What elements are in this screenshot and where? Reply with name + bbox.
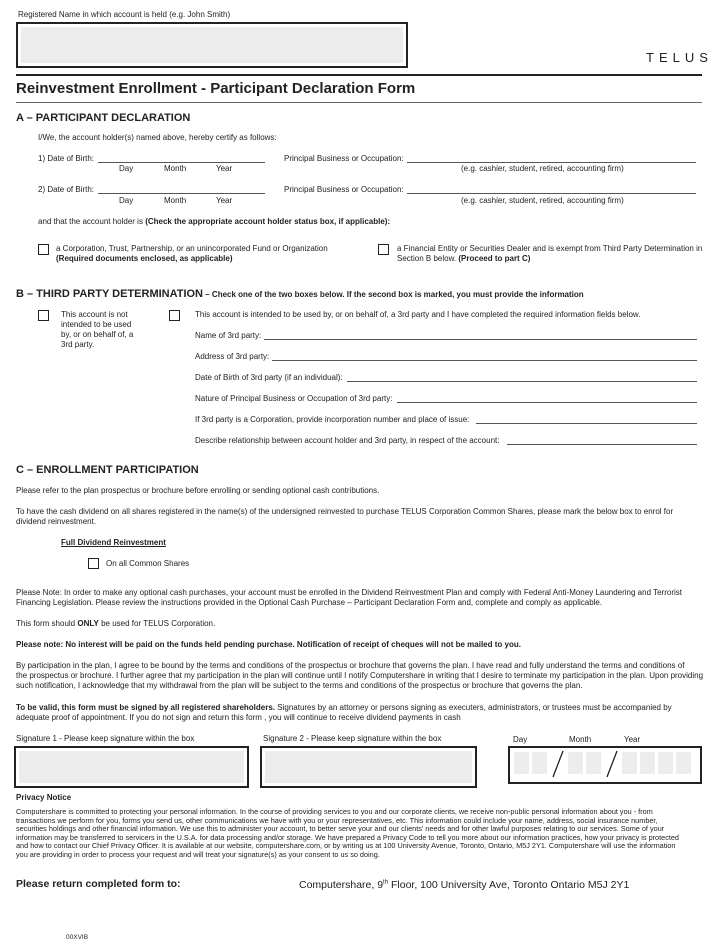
third-party-address-label: Address of 3rd party: — [195, 352, 270, 361]
third-party-occupation-label: Nature of Principal Business or Occupation of 3rd party: — [195, 394, 393, 403]
third-party-name-field[interactable] — [264, 339, 697, 340]
date-separator — [604, 750, 620, 778]
dob1-field[interactable] — [98, 162, 265, 163]
return-address: Computershare, 9th Floor, 100 University Ave, Toronto Ontario M5J 2Y1 — [299, 879, 630, 891]
dob1-year: Year — [216, 164, 233, 173]
third-party-occupation-field[interactable] — [397, 402, 697, 403]
dob2-year: Year — [216, 196, 233, 205]
prospectus-note: Please refer to the plan prospectus or brochure before enrolling or sending optional cash contributions. — [16, 486, 380, 495]
signature2-label: Signature 2 - Please keep signature within the box — [263, 734, 442, 743]
privacy-text: Computershare is committed to protecting your personal information. In the course of providing services to you and our corporate clients, we receive non-public personal information about you - from transactions we perform for you, forms you send us, other communications we have with you or your representatives, etc. This information could include your name, address, social insurance number, securities holdings and other financial information. We use this to administer your account, to better serve your and our clients' needs and for other lawful purposes relating to our services. Some of your information may be transferred to servicers in the U.S.A. for data processing and/or storage. We have prepared a Privacy Code to tell you more about our information practices, how your privacy is protected and how to contact our Chief Privacy Officer. It is available at our website, computershare.com, or by writing us at 100 University Avenue, Toronto, Ontario, M5J 2Y1. Computershare will use the information you are providing in order to process your request and will treat your signature(s) as your consent to us so doing. — [16, 807, 679, 859]
occupation1-label: Principal Business or Occupation: — [284, 154, 404, 163]
dob1-day: Day — [119, 164, 134, 173]
dob1-label: 1) Date of Birth: — [38, 154, 95, 163]
occupation2-label: Principal Business or Occupation: — [284, 185, 404, 194]
date-separator — [550, 750, 566, 778]
corporation-checkbox[interactable] — [38, 244, 49, 255]
aml-note: Please Note: In order to make any optional cash purchases, your account must be enrolled in the Dividend Reinvestment Plan and comply with Federal Anti-Money Laundering and Terrorist Financing Legislation. Please review the instructions provided in the Optional Cash Purchase – Participant Declaration Form and, complete and comply as applicable. — [16, 588, 682, 607]
participation-terms: By participation in the plan, I agree to be bound by the terms and conditions of the prospectus or brochure that governs the plan. I have read and fully understand the terms and conditions of the prospectus or brochure. I further agree that my participation in the plan will continue until I notify Computershare in writing that I desire to terminate my participation in the plan. Upon providing such notification, I acknowledge that my withdrawal from the plan will be subject to the terms and conditions of the prospectus or brochure that governs the plan. — [16, 661, 704, 690]
third-party-option: This account is intended to be used by, or on behalf of, a 3rd party and I have completed the required information fields below. — [195, 310, 641, 319]
telus-logo: TELUS — [646, 50, 713, 65]
financial-entity-option: a Financial Entity or Securities Dealer and is exempt from Third Party Determination in Section B below. (Proceed to part C) — [397, 244, 703, 263]
third-party-dob-label: Date of Birth of 3rd party (if an individual): — [195, 373, 343, 382]
date-month-label: Month — [569, 735, 592, 744]
section-c-heading: C – ENROLLMENT PARTICIPATION — [16, 464, 199, 476]
telus-only-note: This form should ONLY be used for TELUS Corporation. — [16, 619, 216, 628]
dob2-day: Day — [119, 196, 134, 205]
third-party-checkbox[interactable] — [169, 310, 180, 321]
no-third-party-option: This account is not intended to be used by, or on behalf of, a 3rd party. — [61, 310, 134, 349]
financial-entity-checkbox[interactable] — [378, 244, 389, 255]
date-year-label: Year — [624, 735, 641, 744]
signature1-label: Signature 1 - Please keep signature within the box — [16, 734, 195, 743]
full-dividend-reinvestment-label: Full Dividend Reinvestment — [61, 538, 166, 547]
occupation1-field[interactable] — [407, 162, 696, 163]
status-instruction: and that the account holder is (Check the appropriate account holder status box, if applicable): — [38, 217, 391, 226]
section-a-intro: I/We, the account holder(s) named above, hereby certify as follows: — [38, 133, 277, 142]
third-party-incorporation-label: If 3rd party is a Corporation, provide incorporation number and place of issue: — [195, 415, 470, 424]
interest-note: Please note: No interest will be paid on the funds held pending purchase. Notification of receipt of cheques will not be mailed to you. — [16, 640, 521, 649]
no-third-party-checkbox[interactable] — [38, 310, 49, 321]
common-shares-label: On all Common Shares — [106, 559, 190, 568]
signature1-box[interactable] — [14, 746, 249, 788]
registered-name-field[interactable] — [16, 22, 408, 68]
date-day-label: Day — [513, 735, 528, 744]
signature2-box[interactable] — [260, 746, 477, 788]
occupation2-field[interactable] — [407, 193, 696, 194]
form-title: Reinvestment Enrollment - Participant Declaration Form — [16, 80, 416, 97]
occupation1-hint: (e.g. cashier, student, retired, accounting firm) — [461, 164, 624, 173]
third-party-relationship-label: Describe relationship between account holder and 3rd party, in respect of the account: — [195, 436, 500, 445]
common-shares-checkbox[interactable] — [88, 558, 99, 569]
occupation2-hint: (e.g. cashier, student, retired, accounting firm) — [461, 196, 624, 205]
third-party-name-label: Name of 3rd party: — [195, 331, 262, 340]
title-rule — [16, 102, 702, 103]
header-rule — [16, 74, 702, 76]
third-party-dob-field[interactable] — [347, 381, 697, 382]
validity-note: To be valid, this form must be signed by all registered shareholders. Signatures by an attorney or persons signing as executers, administrators, or trustees must be accompanied by adequate proof of appointment. If you do not sign and return this form , you will continue to receive dividend payments in cash — [16, 703, 672, 722]
form-code: 00XVIB — [66, 934, 89, 941]
corporation-option: a Corporation, Trust, Partnership, or an unincorporated Fund or Organization (Required documents enclosed, as applicable) — [56, 244, 328, 263]
third-party-address-field[interactable] — [272, 360, 697, 361]
return-label: Please return completed form to: — [16, 878, 181, 890]
dob2-month: Month — [164, 196, 187, 205]
section-a-heading: A – PARTICIPANT DECLARATION — [16, 112, 191, 124]
third-party-relationship-field[interactable] — [507, 444, 697, 445]
third-party-incorporation-field[interactable] — [476, 423, 697, 424]
signature-date-field[interactable] — [508, 746, 702, 784]
registered-name-label: Registered Name in which account is held (e.g. John Smith) — [18, 10, 231, 19]
reinvest-instruction: To have the cash dividend on all shares registered in the name(s) of the undersigned reinvested to purchase TELUS Corporation Common Shares, please mark the below box to enrol for dividend reinvestment. — [16, 507, 674, 526]
privacy-heading: Privacy Notice — [16, 793, 72, 802]
dob2-label: 2) Date of Birth: — [38, 185, 95, 194]
dob1-month: Month — [164, 164, 187, 173]
dob2-field[interactable] — [98, 193, 265, 194]
section-b-heading: B – THIRD PARTY DETERMINATION – Check one of the two boxes below. If the second box is marked, you must provide the information — [16, 288, 584, 300]
